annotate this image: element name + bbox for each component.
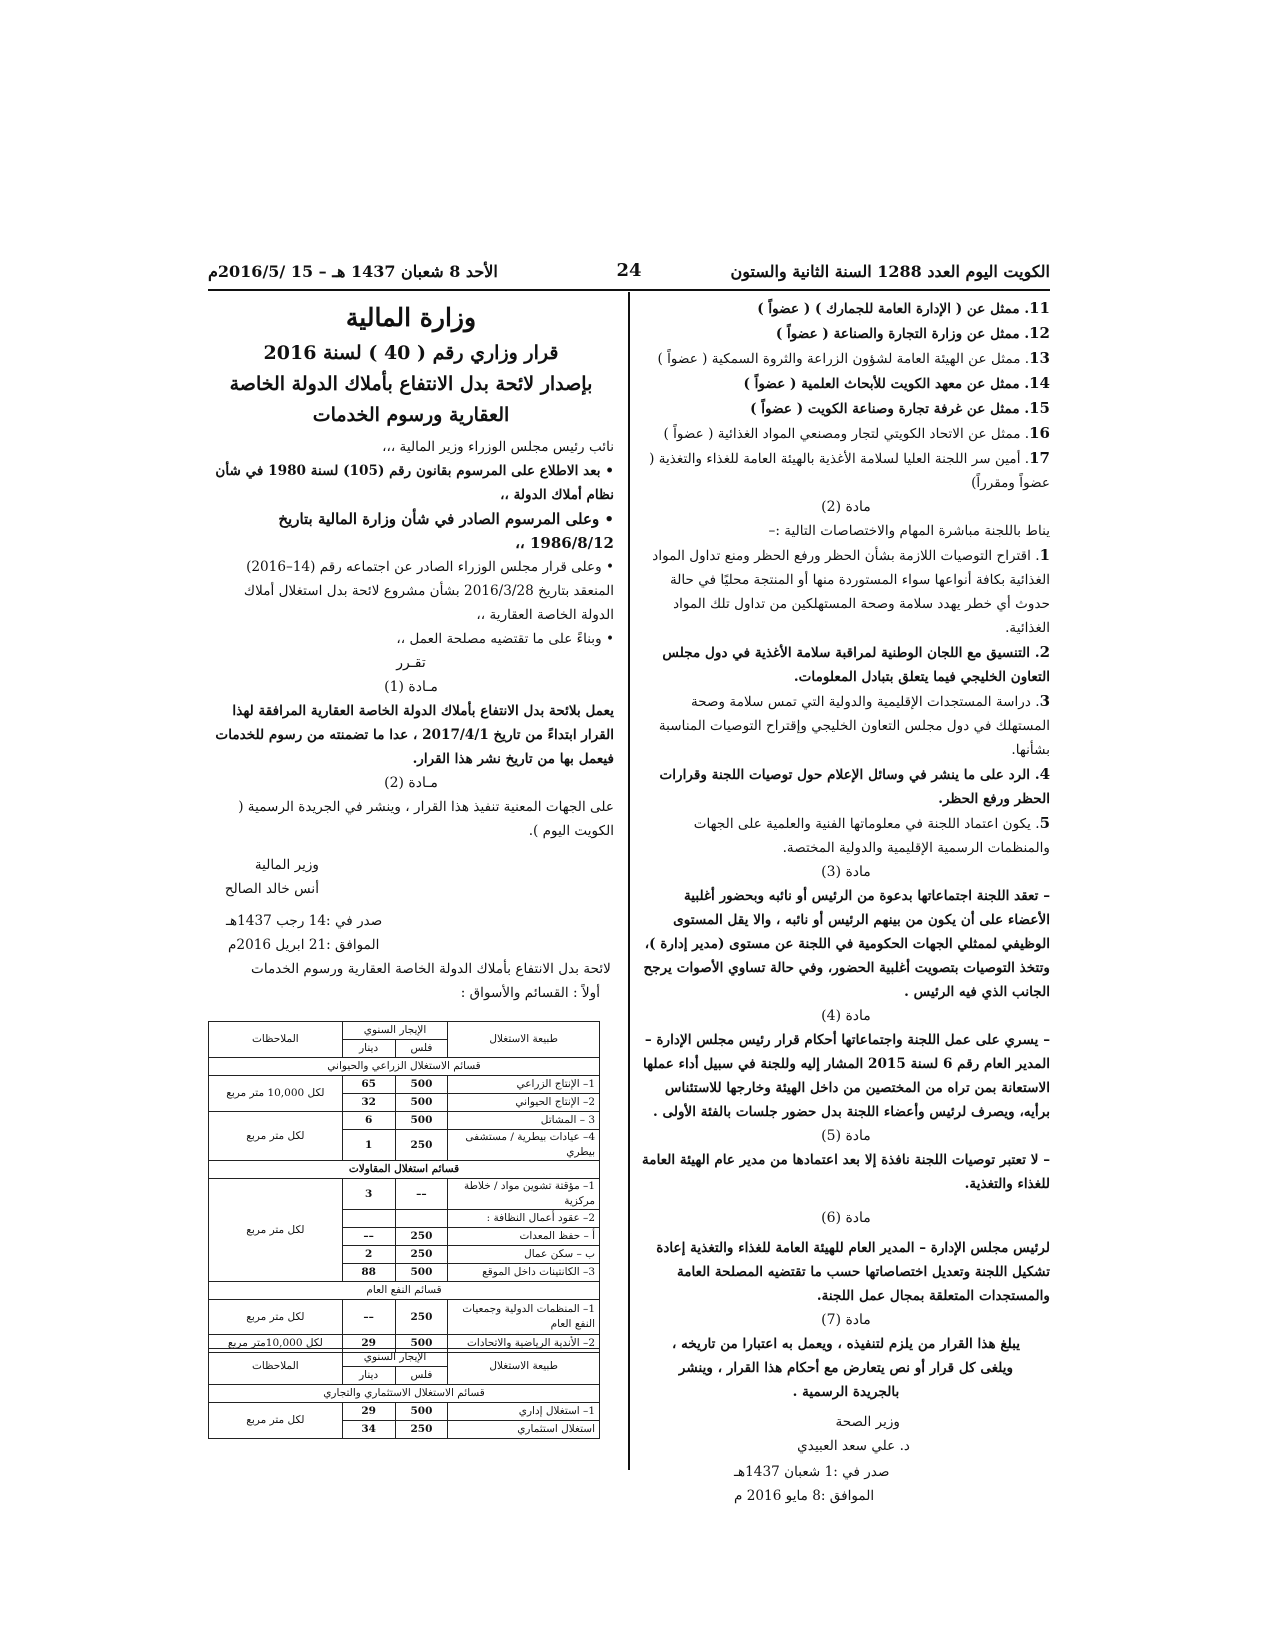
header-issue-info: الكويت اليوم العدد 1288 السنة الثانية والستون <box>730 262 1050 281</box>
preamble-item: • وعلى المرسوم الصادر في شأن وزارة المالية بتاريخ 1986/8/12 ،، <box>278 510 614 552</box>
member-list <box>642 296 1050 495</box>
article-6-text: لرئيس مجلس الإدارة – المدير العام للهيئة العامة للغذاء والتغذية إعادة تشكيل اللجنة وتعديل اختصاصاتها حسب ما تقتضيه المصلحة العامة والمستجدات المتعلقة بمجال عمل اللجنة. <box>656 1240 1050 1304</box>
article-3-text: – تعقد اللجنة اجتماعاتها بدعوة من الرئيس أو نائبه وبحضور أغلبية الأعضاء على أن يكون من بينهم الرئيس أو نائبه ، والا يقل المستوى الوظيفي لممثلي الجهات الحكومية في اللجنة عن مستوى (مدير إدارة )، وتتخذ التوصيات بتصويت أغلبية الحضور، وفي حالة تساوي الأصوات يرجح الجانب الذي فيه الرئيس . <box>643 888 1050 1000</box>
ministry-title: وزارة المالية <box>345 303 477 332</box>
preamble-item: • وعلى قرار مجلس الوزراء الصادر عن اجتماعه رقم (14–2016) المنعقد بتاريخ 2016/3/28 بشأن مشروع لائحة بدل استغلال أملاك الدولة الخاصة العقارية ،، <box>243 559 614 623</box>
article-2-text: على الجهات المعنية تنفيذ هذا القرار ، وينشر في الجريدة الرسمية ( الكويت اليوم ). <box>238 799 614 839</box>
article-2-intro: يناط باللجنة مباشرة المهام والاختصاصات التالية :– <box>768 523 1050 539</box>
duty-item: 4. الرد على ما ينشر في وسائل الإعلام حول توصيات اللجنة وقرارات الحظر ورفع الحظر. <box>659 765 1050 807</box>
table-row: 1– المنظمات الدولية وجمعيات النفع العام 250 –– لكل متر مربع <box>209 1300 600 1335</box>
decision-title: قرار وزاري رقم ( 40 ) لسنة 2016 <box>263 342 559 364</box>
rent-table-2 <box>208 1348 600 1439</box>
table-header-row <box>209 1349 600 1367</box>
duty-item: 3. دراسة المستجدات الإقليمية والدولية التي تمس سلامة وصحة المستهلك في دول مجلس التعاون الخليجي وإقتراح التوصيات المناسبة بشأنها. <box>658 692 1050 758</box>
table-row: ب – سكن عمال 250 2 <box>209 1246 600 1264</box>
list-item: 12. ممثل عن وزارة التجارة والصناعة ( عضواً ) <box>775 324 1050 342</box>
issue-date: صدر في :1 شعبان 1437هـ <box>734 1464 890 1480</box>
col-annual-rent-header: الإيجار السنوي <box>342 1022 448 1040</box>
article-7-title: مادة (7) <box>821 1312 871 1328</box>
col-dinar-header: دينار <box>342 1367 395 1385</box>
list-item: 17. أمين سر اللجنة العليا لسلامة الأغذية بالهيئة العامة للغذاء والتغذية ( عضواً ومقرراً) <box>649 449 1050 491</box>
article-3-title: مادة (3) <box>821 864 871 880</box>
rent-table-1 <box>208 1021 600 1353</box>
col-notes-header: الملاحظات <box>209 1349 343 1385</box>
issue-date: صدر في :14 رجب 1437هـ <box>226 913 383 929</box>
list-item: 16. ممثل عن الاتحاد الكويتي لتجار ومصنعي المواد الغذائية ( عضواً ) <box>663 424 1050 442</box>
table-row: أ – حفظ المعدات 250 –– <box>209 1228 600 1246</box>
regulation-title: لائحة بدل الانتفاع بأملاك الدولة الخاصة العقارية ورسوم الخدمات <box>251 961 611 977</box>
page-number: 24 <box>616 260 642 281</box>
col-nature-header: طبيعة الاستغلال <box>448 1022 600 1058</box>
article-7-text: يبلغ هذا القرار من يلزم لتنفيذه ، ويعمل به اعتبارا من تاريخه ، ويلغى كل قرار أو نص يتعارض مع أحكام هذا القرار ، وينشر بالجريدة الرسمية . <box>672 1336 1020 1400</box>
decision-subject: بإصدار لائحة بدل الانتفاع بأملاك الدولة الخاصة العقارية ورسوم الخدمات <box>229 373 593 426</box>
table-row: 1– الإنتاج الزراعي 500 65 لكل 10,000 متر مربع <box>209 1076 600 1094</box>
table-row: 3 – المشاتل 500 6 لكل متر مربع <box>209 1112 600 1130</box>
article-2-title: مادة (2) <box>821 499 871 515</box>
issuer: نائب رئيس مجلس الوزراء وزير المالية ،،، <box>382 439 614 455</box>
article-4-title: مادة (4) <box>821 1008 871 1024</box>
col-dinar-header: دينار <box>342 1040 395 1058</box>
article-5-text: – لا تعتبر توصيات اللجنة نافذة إلا بعد اعتمادها من مدير عام الهيئة العامة للغذاء والتغذية. <box>642 1152 1050 1192</box>
article-6-title: مادة (6) <box>821 1210 871 1226</box>
table-section-row: قسائم النفع العام <box>209 1282 600 1300</box>
column-divider <box>628 292 630 1470</box>
minister-title: وزير المالية <box>254 857 319 873</box>
table-row: 3– الكانتينات داخل الموقع 500 88 <box>209 1264 600 1282</box>
col-fils-header: فلس <box>395 1040 448 1058</box>
table-row: 4– عيادات بيطرية / مستشفى بيطري 250 1 <box>209 1130 600 1161</box>
article-4-text: – يسري على عمل اللجنة واجتماعاتها أحكام قرار رئيس مجلس الإدارة – المدير العام رقم 6 لسنة 2015 المشار إليه وللجنة في سبيل أداء عملها الاستعانة بمن تراه من المختصين من داخل الهيئة وخارجها للاستئناس برأيه، ويصرف لرئيس وأعضاء اللجنة بدل حضور جلسات بالفئة الأولى . <box>643 1032 1050 1120</box>
preamble-item: • بعد الاطلاع على المرسوم بقانون رقم (105) لسنة 1980 في شأن نظام أملاك الدولة ،، <box>215 463 614 503</box>
table-section-row: قسائم الاستغلال الزراعي والحيواني <box>209 1058 600 1076</box>
article-5-title: مادة (5) <box>821 1128 871 1144</box>
col-notes-header: الملاحظات <box>209 1022 343 1058</box>
duty-item: 2. التنسيق مع اللجان الوطنية لمراقبة سلامة الأغذية في دول مجلس التعاون الخليجي فيما يتعلق بتبادل المعلومات. <box>662 643 1050 685</box>
col-nature-header: طبيعة الاستغلال <box>448 1349 600 1385</box>
first-heading: أولاً : القسائم والأسواق : <box>460 985 600 1001</box>
minister-name: أنس خالد الصالح <box>224 881 319 897</box>
corresponding-date: الموافق :21 ابريل 2016م <box>228 937 380 953</box>
table-row: 2– الأندية الرياضية والاتحادات 500 29 لكل 10,000متر مربع <box>209 1335 600 1353</box>
duty-item: 1. اقتراح التوصيات اللازمة بشأن الحظر ورفع الحظر ومنع تداول المواد الغذائية بكافة أنواعها سواء المستوردة منها أو المنتجة محليًا في حالة حدوث أي خطر يهدد سلامة وصحة المستهلكين من تداول تلك المواد الغذائية. <box>652 546 1050 636</box>
table-section-row: قسائم استغلال المقاولات <box>209 1161 600 1179</box>
table-header-row <box>209 1022 600 1040</box>
header-date: الأحد 8 شعبان 1437 هـ – 15 /2016/5م <box>208 262 498 281</box>
preamble-item: • وبناءً على ما تقتضيه مصلحة العمل ،، <box>396 631 614 647</box>
table-section-row: قسائم الاستغلال الاستثماري والتجاري <box>209 1385 600 1403</box>
list-item: 13. ممثل عن الهيئة العامة لشؤون الزراعة والثروة السمكية ( عضواً ) <box>657 349 1050 367</box>
header-rule <box>208 289 1050 291</box>
col-annual-rent-header: الإيجار السنوي <box>342 1349 448 1367</box>
signer-title: وزير الصحة <box>835 1414 900 1430</box>
article-1-text: يعمل بلائحة بدل الانتفاع بأملاك الدولة الخاصة العقارية المرافقة لهذا القرار ابتداءً من تاريخ 2017/4/1 ، عدا ما تضمنته من رسوم للخدمات فيعمل بها من تاريخ نشر هذا القرار. <box>215 703 614 767</box>
table-row: استغلال استثماري 250 34 <box>209 1421 600 1439</box>
signer-name: د. علي سعد العبيدي <box>797 1438 910 1454</box>
left-column <box>208 298 614 1005</box>
article-1-title: مـادة (1) <box>384 679 438 695</box>
corresponding-date: الموافق :8 مايو 2016 م <box>734 1488 875 1504</box>
col-fils-header: فلس <box>395 1367 448 1385</box>
list-item: 14. ممثل عن معهد الكويت للأبحاث العلمية ( عضواً ) <box>743 374 1050 392</box>
decides-heading: تقـرر <box>396 655 426 671</box>
list-item: 15. ممثل عن غرفة تجارة وصناعة الكويت ( عضواً ) <box>750 399 1050 417</box>
duty-item: 5. يكون اعتماد اللجنة في معلوماتها الفنية والعلمية على الجهات والمنظمات الرسمية الإقليمية والدولية المختصة. <box>693 814 1050 856</box>
article-2-title: مـادة (2) <box>384 775 438 791</box>
table-row: 2– عقود أعمال النظافة : <box>209 1210 600 1228</box>
right-column <box>642 296 1050 1508</box>
page-header <box>208 258 1050 288</box>
table-row: 1– مؤقتة تشوين مواد / خلاطة مركزية –– 3 لكل متر مربع <box>209 1179 600 1210</box>
table-row: 1– استغلال إداري 500 29 لكل متر مربع <box>209 1403 600 1421</box>
list-item: 11. ممثل عن ( الإدارة العامة للجمارك ) ( عضواً ) <box>757 299 1050 317</box>
table-row: 2– الإنتاج الحيواني 500 32 <box>209 1094 600 1112</box>
